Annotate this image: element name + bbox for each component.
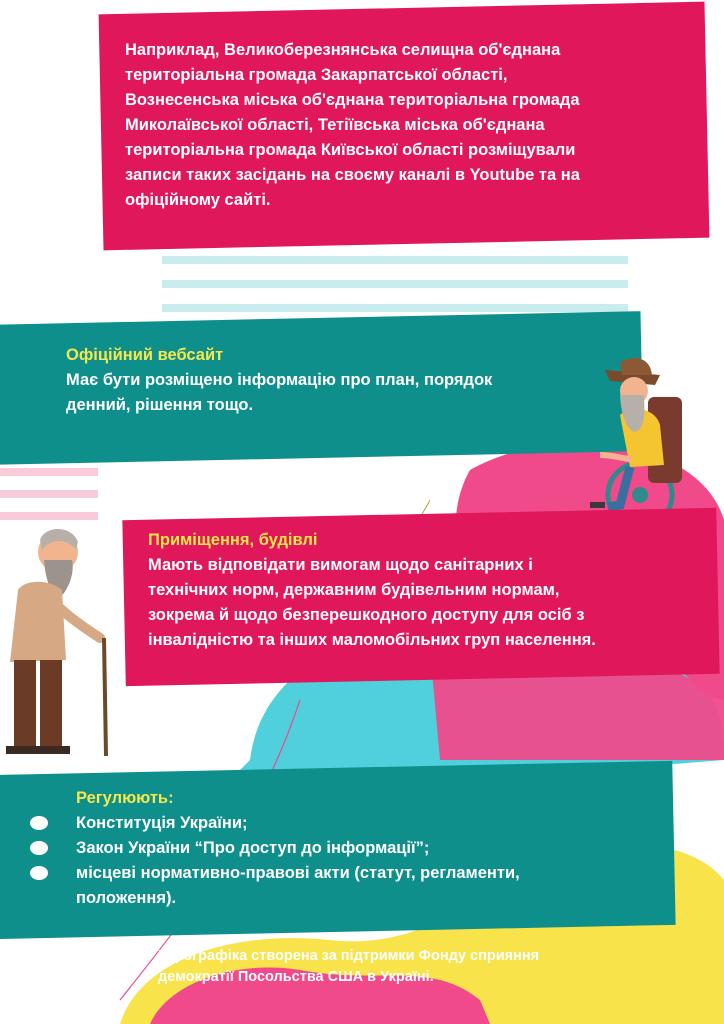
website-text	[66, 343, 626, 418]
premises-text	[148, 528, 713, 653]
regulate-heading: Регулюють:	[76, 789, 174, 807]
website-line: Має бути розміщено інформацію про план, порядок	[66, 371, 493, 389]
premises-line: інвалідністю та інших маломобільних груп населення.	[148, 631, 596, 649]
stripe	[0, 468, 98, 476]
regulate-text	[30, 786, 670, 911]
premises-line: Мають відповідати вимогам щодо санітарних і	[148, 556, 533, 574]
website-line: денний, рішення тощо.	[66, 396, 254, 414]
regulate-item	[30, 811, 670, 836]
footer-line: демократії Посольства США в Україні.	[158, 969, 434, 985]
example-line: територіальна громада Київської області розміщували	[125, 141, 576, 159]
example-line: Наприклад, Великоберезнянська селищна об'єднана	[125, 41, 561, 59]
regulate-item-text: місцеві нормативно-правові акти (статут, регламенти,	[76, 864, 520, 882]
example-line: записи таких засідань на своєму каналі в Youtube та на	[125, 166, 580, 184]
regulate-item-text: Закон України “Про доступ до інформації”;	[76, 839, 430, 857]
bullet-icon	[30, 841, 48, 855]
footer-text	[158, 946, 678, 988]
premises-line: зокрема й щодо безперешкодного доступу для осіб з	[148, 606, 585, 624]
example-text	[125, 38, 695, 213]
regulate-continuation: положення).	[76, 889, 177, 907]
stripe	[0, 490, 98, 498]
premises-line: технічних норм, державним будівельним нормам,	[148, 581, 560, 599]
bullet-icon	[30, 816, 48, 830]
footer-line: Інфографіка створена за підтримки Фонду сприяння	[158, 948, 540, 964]
stripe	[162, 280, 628, 288]
example-line: Вознесенська міська об'єднана територіальна громада	[125, 91, 580, 109]
regulate-item-text: Конституція України;	[76, 814, 248, 832]
premises-heading: Приміщення, будівлі	[148, 531, 318, 549]
website-heading: Офіційний вебсайт	[66, 346, 224, 364]
example-line: територіальна громада Закарпатської області,	[125, 66, 508, 84]
stripe	[162, 256, 628, 264]
man-in-wheelchair-illustration	[560, 355, 700, 530]
elderly-man-with-cane-illustration	[0, 520, 120, 760]
regulate-item	[30, 836, 670, 861]
bullet-icon	[30, 866, 48, 880]
example-line: Миколаївської області, Тетіївська міська об'єднана	[125, 116, 545, 134]
example-line: офіційному сайті.	[125, 191, 271, 209]
stripe	[0, 512, 98, 520]
stripe	[162, 304, 628, 312]
regulate-item	[30, 861, 670, 886]
